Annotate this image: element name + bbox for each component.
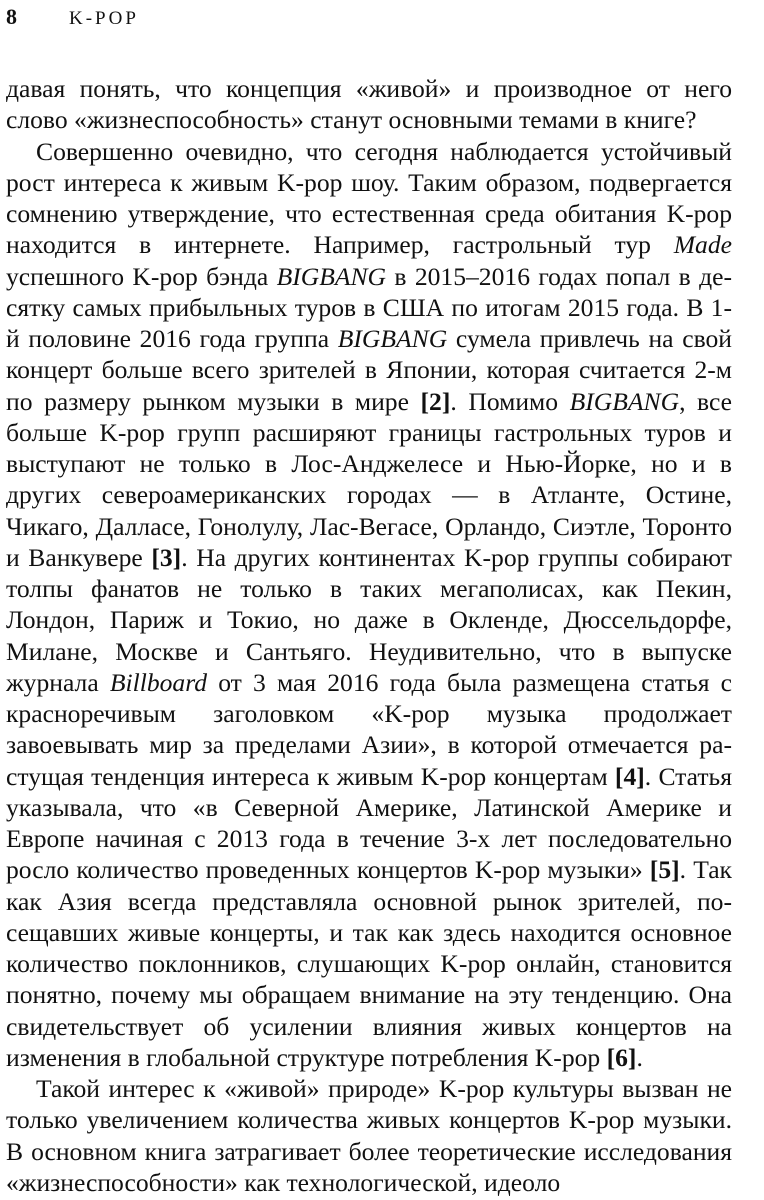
- paragraph: [6, 136, 732, 1074]
- text-run: Такой интерес к «живой» природе» K-pop культуры вызван не только увеличением количества живых концертов K-pop музыки. В основном книга затрагивает более теоретические исследования «жизнеспособности» как технологической, идеоло: [6, 1074, 732, 1197]
- italic-term: Made: [673, 230, 732, 260]
- text-run: , все больше K-pop групп расширяют границы гастрольных туров и выступают не только в Лос-Анджелесе и Нью-Йорке, но и в других североамериканских городах — в Атланте, Остине, Чикаго, Далласе, Гонолулу, Лас-Вегасе, Орландо, Сиэтле, Торонто и Ванкувере: [6, 386, 732, 572]
- page-number: 8: [6, 4, 17, 29]
- paragraph: [6, 73, 732, 136]
- citation-ref: [4]: [614, 761, 645, 791]
- italic-term: BIGBANG: [569, 386, 680, 416]
- body-text: [6, 73, 732, 1198]
- text-run: в 2015–2016 годах попал в десятку самых прибыльных туров в США по итогам 2015 года. В 1-й половине 2016 года группа: [6, 261, 732, 353]
- citation-ref: [5]: [649, 855, 680, 885]
- citation-ref: [2]: [420, 386, 451, 416]
- text-run: от 3 мая 2016 года была размещена статья с красноречивым заголовком «K-pop музыка продолжает завоевывать мир за пределами Азии», в которой отмечается растущая тенденция интереса к живым K-pop концертам: [6, 667, 732, 791]
- text-run: . Так как Азия всегда представляла основной рынок зрителей, посещавших живые концерты, и так как здесь находится основное количество поклонников, слушающих K-pop онлайн, становится понятно, почему мы обращаем внимание на эту тенденцию. Она свидетельствует об усилении влияния живых концертов на изменения в глобальной структуре потребления K-pop: [6, 855, 732, 1072]
- text-run: давая понять, что концепция «живой» и производное от него слово «жизнеспособность» станут основными темами в книге?: [6, 74, 732, 135]
- citation-ref: [3]: [151, 542, 182, 572]
- text-run: Совершенно очевидно, что сегодня наблюдается устойчивый рост интереса к живым K-pop шоу. Таким образом, подвергается сомнению утверждение, что естественная среда обитания K-pop находится в интернете. Например, гастрольный тур: [6, 136, 732, 260]
- italic-term: Billboard: [109, 667, 208, 697]
- text-run: .: [636, 1042, 643, 1072]
- citation-ref: [6]: [606, 1042, 637, 1072]
- italic-term: BIGBANG: [276, 261, 387, 291]
- text-run: . Статья указывала, что «в Северной Америке, Латинской Америке и Европе начиная с 2013 года в течение 3-х лет последовательно росло количество проведенных концертов K-pop музыки»: [6, 761, 732, 885]
- page-header: [6, 4, 139, 34]
- running-title: K-POP: [69, 8, 139, 29]
- paragraph: [6, 1073, 732, 1198]
- text-run: сумела привлечь на свой концерт больше всего зрителей в Японии, которая считается 2-м по размеру рынком музыки в мире: [6, 324, 732, 416]
- text-run: успешного K-pop бэнда: [6, 261, 277, 291]
- text-run: . На других континентах K-pop группы собирают толпы фанатов не только в таких мегаполисах, как Пекин, Лондон, Париж и Токио, но даже в Окленде, Дюссельдорфе, Милане, Москве и Сантьяго. Неудивительно, что в выпуске журнала: [6, 542, 732, 697]
- text-run: . Помимо: [450, 386, 570, 416]
- italic-term: BIGBANG: [337, 324, 448, 353]
